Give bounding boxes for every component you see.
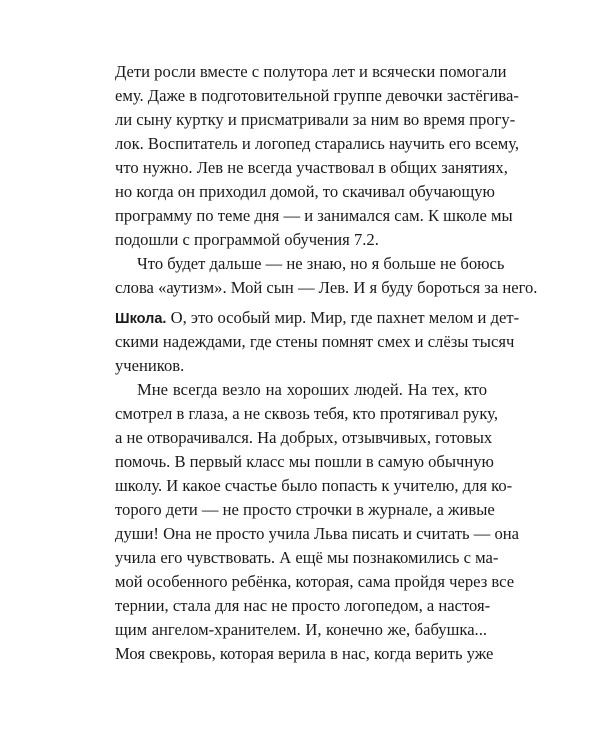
text-line: ему. Даже в подготовительной группе девочки застёгива- [115, 86, 519, 105]
text-line: но когда он приходил домой, то скачивал обучающую [115, 182, 495, 201]
text-line: слова «аутизм». Мой сын — Лев. И я буду бороться за него. [115, 278, 538, 297]
text-line: Моя свекровь, которая верила в нас, когда верить уже [115, 644, 494, 663]
text-span: О, это особый мир. Мир, где пахнет мелом и дет- [166, 308, 520, 327]
text-line: щим ангелом-хранителем. И, конечно же, бабушка... [115, 620, 487, 639]
section-lead: Школа. [115, 311, 167, 327]
text-line: мой особенного ребёнка, которая, сама пройдя через все [115, 572, 515, 591]
text-line: что нужно. Лев не всегда участвовал в общих занятиях, [115, 158, 508, 177]
text-line: смотрел в глаза, а не сквозь тебя, кто протягивал руку, [115, 404, 498, 423]
text-line: ли сыну куртку и присматривали за ним во время прогу- [115, 110, 516, 129]
text-line: торого дети — не просто строчки в журнале, а живые [115, 500, 495, 519]
text-line: а не отворачивался. На добрых, отзывчивых, готовых [115, 428, 493, 447]
text-line: программу по теме дня — и занимался сам. К школе мы [115, 206, 513, 225]
text-line: тернии, стала для нас не просто логопедом, а настоя- [115, 596, 491, 615]
text-line: лок. Воспитатель и логопед старались научить его всему, [115, 134, 520, 153]
text-line: Мне всегда везло на хороших людей. На тех, кто [137, 380, 487, 399]
text-line: Дети росли вместе с полутора лет и всячески помогали [115, 62, 507, 81]
text-line [115, 306, 520, 330]
text-line: помочь. В первый класс мы пошли в самую обычную [115, 452, 494, 471]
text-line: души! Она не просто учила Льва писать и считать — она [115, 524, 520, 543]
text-line: школу. И какое счастье было попасть к учителю, для ко- [115, 476, 513, 495]
text-line: подошли с программой обучения 7.2. [115, 230, 379, 249]
text-line: учеников. [115, 356, 185, 375]
text-line: Что будет дальше — не знаю, но я больше не боюсь [137, 254, 505, 273]
text-line: скими надеждами, где стены помнят смех и слёзы тысяч [115, 332, 515, 351]
text-line: учила его чувствовать. А ещё мы познакомились с ма- [115, 548, 499, 567]
